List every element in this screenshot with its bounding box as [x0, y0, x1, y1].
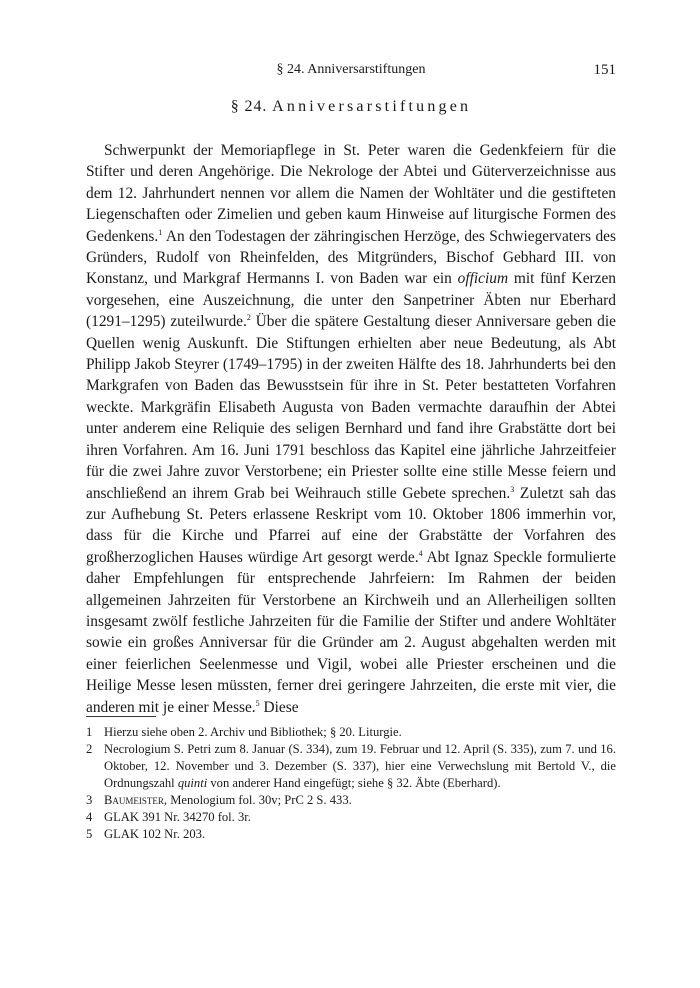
footnote-ref[interactable]: 2 [246, 313, 251, 323]
body-text-part: mit fünf Kerzen vorgesehen, eine Auszeichnung, die unter den Sanpetriner Äbten nur Eberhard (1291–1295) zuteilwurde. [86, 270, 617, 331]
body-text-part: An den Todestagen der zähringischen Herzöge, des Schwiegervaters des Gründers, Rudolf von Rheinfelden, des Mitgründers, Bischof Gebhard III. von Konstanz, und Markgraf Hermanns I. von Baden war ein [86, 227, 616, 288]
footnote [86, 826, 616, 843]
footnote-ref[interactable]: 5 [255, 698, 260, 708]
footnote-italic: quinti [177, 776, 208, 790]
footnote [86, 724, 616, 741]
footnote-text-part: Necrologium S. Petri zum 8. Januar (S. 334), zum 19. Februar und 12. April (S. 335), zum 7. und 16. Oktober, 12. November und 3. Dezember (S. 337), hier eine Verwechslung mit Bertold V., die Ordnungszahl [104, 742, 616, 790]
body-text-part: Abt Ignaz Speckle formulierte daher Empfehlungen für entsprechende Jahrfeiern: Im Rahmen der beiden allgemeinen Jahrzeiten für Verstorbene an Kirchweih und an Allerheiligen sollten insgesamt zwölf festliche Jahrzeiten für die Familie der Stifter und andere Wohltäter sowie ein großes Anniversar für die Gründer am 2. August abgehalten werden mit einer feierlichen Seelenmesse und Vigil, wobei alle Priester erscheinen und die Heilige Messe lesen müssten, ferner drei geringere Jahrzeiten, die erste mit vier, die anderen mit je einer Messe. [86, 548, 616, 716]
body-paragraph [86, 140, 616, 718]
footnote-divider [86, 716, 156, 717]
running-head-title: § 24. Anniversarstiftungen [276, 62, 426, 77]
section-heading [86, 98, 616, 116]
footnote-text-part: , Menologium fol. 30v; PrC 2 S. 433. [163, 793, 352, 807]
running-head [86, 62, 616, 82]
footnote [86, 809, 616, 826]
body-text-part: Diese [259, 698, 299, 716]
footnote-text [104, 792, 616, 809]
footnote-text [104, 741, 616, 792]
footnote [86, 792, 616, 809]
footnote-ref[interactable]: 4 [418, 548, 423, 558]
body-text-part: Schwerpunkt der Memoriapflege in St. Peter waren die Gedenkfeiern für die Stifter und deren Angehörige. Die Nekrologe der Abtei und Güterverzeichnisse aus dem 12. Jahrhundert nennen vor allem die Namen der Wohltäter und die gestifteten Liegenschaften oder Zimelien und geben kaum Hinweise auf liturgische Formen des Gedenkens. [86, 142, 616, 245]
section-symbol: § 24. [230, 98, 268, 115]
body-text-part: Zuletzt sah das zur Aufhebung St. Peters erlassene Reskript vom 10. Oktober 1806 immerhin vor, dass für die Kirche und Pfarrei auf eine der Grabstätte der Vorfahren des großherzoglichen Hauses würdige Art gesorgt werde. [86, 484, 616, 566]
footnotes [86, 724, 616, 843]
body-italic-term: officium [457, 270, 509, 288]
footnote-number: 1 [86, 725, 93, 739]
body-text-part: Über die spätere Gestaltung dieser Anniversare geben die Quellen wenig Auskunft. Die Stiftungen erhielten aber neue Bedeutung, als Abt Philipp Jakob Steyrer (1749–1795) in der zweiten Hälfte des 18. Jahrhunderts bei den Markgrafen von Baden das Bewusstsein für ihre in St. Peter bestatteten Vorfahren weckte. Markgräfin Elisabeth Augusta von Baden vermachte daraufhin der Abtei unter anderem eine Reliquie des seligen Bernhard und fand ihre Grabstätte dort bei ihren Vorfahren. Am 16. Juni 1791 beschloss das Kapitel eine jährliche Jahrzeitfeier für die zwei Jahre zuvor Verstorbene; ein Priester sollte eine stille Messe feiern und anschließend an ihrem Grab bei Weihrauch stille Gebete sprechen. [86, 313, 616, 502]
section-title: Anniversarstiftungen [272, 98, 472, 115]
page-number: 151 [593, 62, 616, 78]
footnote-ref[interactable]: 1 [158, 227, 163, 237]
footnote-number: 5 [86, 827, 93, 841]
footnote-text: GLAK 391 Nr. 34270 fol. 3r. [104, 810, 251, 824]
footnote-text: GLAK 102 Nr. 203. [104, 827, 206, 841]
footnote [86, 741, 616, 792]
footnote-text-part: von anderer Hand eingefügt; siehe § 32. Äbte (Eberhard). [207, 776, 501, 790]
footnote-number: 2 [86, 742, 93, 756]
footnote-author: Baumeister [104, 793, 164, 807]
footnote-text: Hierzu siehe oben 2. Archiv und Bibliothek; § 20. Liturgie. [104, 725, 402, 739]
footnote-ref[interactable]: 3 [510, 484, 515, 494]
footnote-number: 3 [86, 793, 93, 807]
footnote-number: 4 [86, 810, 93, 824]
